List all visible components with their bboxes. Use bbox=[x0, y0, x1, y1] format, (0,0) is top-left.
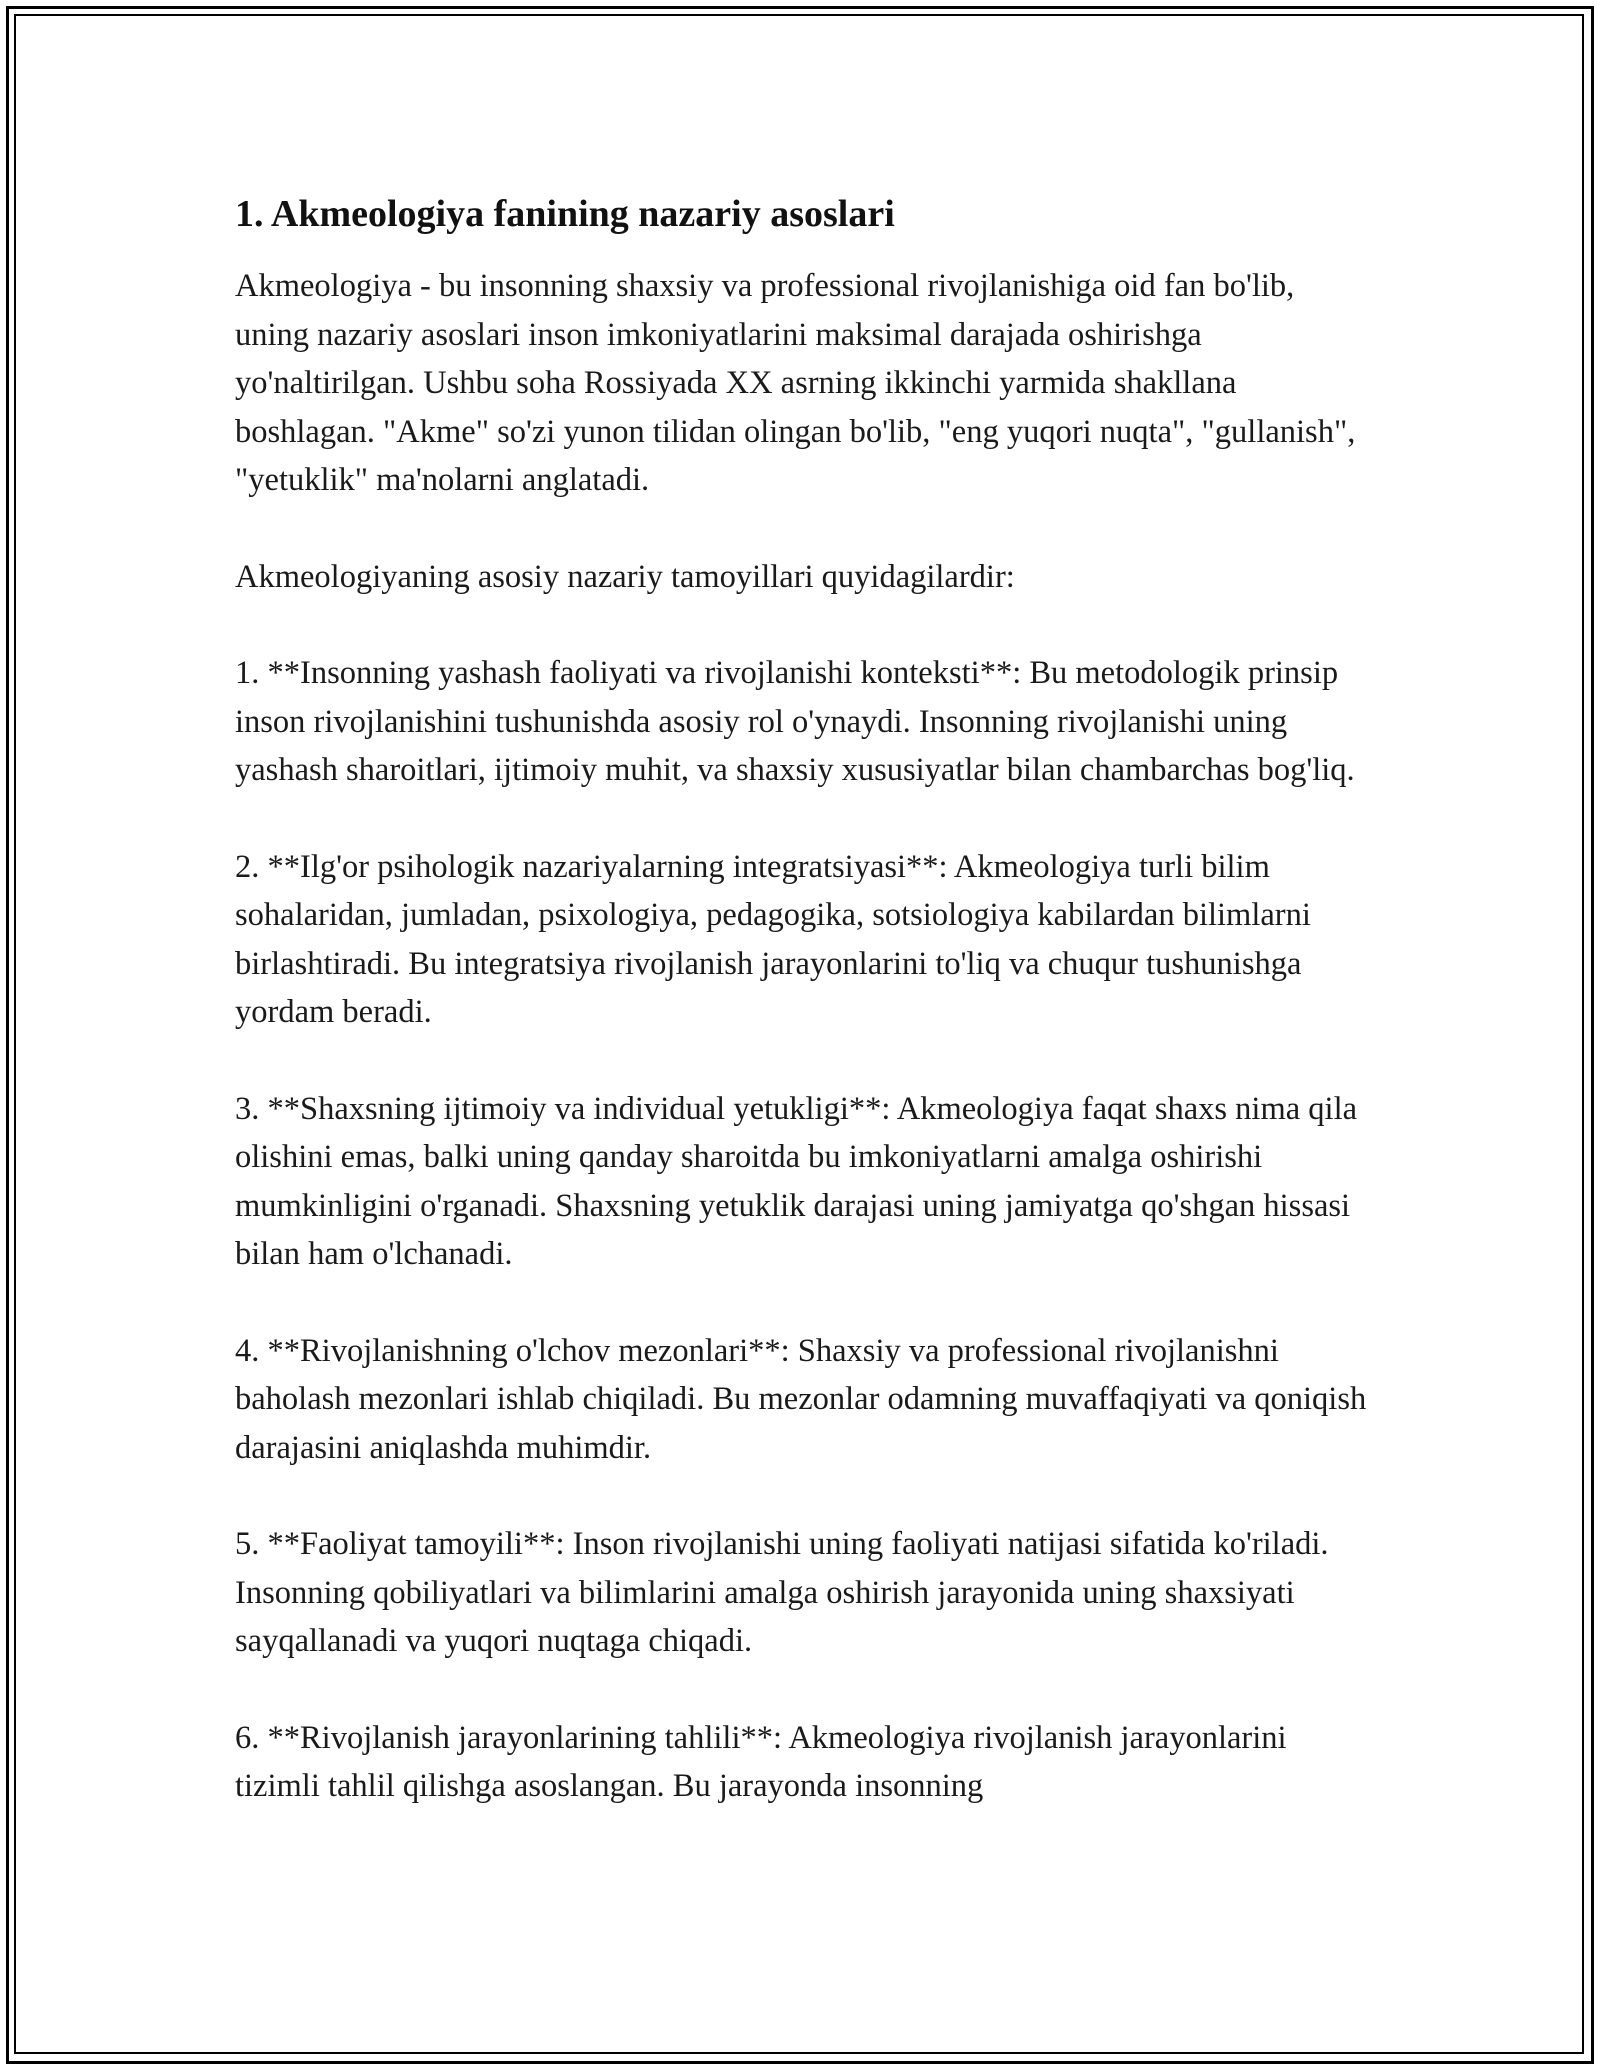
principle-3-paragraph: 3. **Shaxsning ijtimoiy va individual yetukligi**: Akmeologiya faqat shaxs nima qila olishini emas, balki uning qanday sharoitda bu imkoniyatlarni amalga oshirishi mumkinligini o'rganadi. Shaxsning yetuklik darajasi uning jamiyatga qo'shgan hissasi bilan ham o'lchanadi. bbox=[235, 1090, 1358, 1272]
principle-4-paragraph: 4. **Rivojlanishning o'lchov mezonlari**: Shaxsiy va professional rivojlanishni baholash mezonlari ishlab chiqiladi. Bu mezonlar odamning muvaffaqiyati va qoniqish darajasini aniqlashda muhimdir. bbox=[235, 1332, 1367, 1466]
principle-2-paragraph: 2. **Ilg'or psihologik nazariyalarning integratsiyasi**: Akmeologiya turli bilim sohalaridan, jumladan, psixologiya, pedagogika, sotsiologiya kabilardan bilimlarni birlashtiradi. Bu integratsiya rivojlanish jarayonlarini to'liq va chuqur tushunishga yordam beradi. bbox=[235, 848, 1311, 1030]
document-page bbox=[235, 188, 1375, 1859]
document-title: 1. Akmeologiya fanining nazariy asoslari bbox=[235, 193, 895, 235]
principle-6-paragraph: 6. **Rivojlanish jarayonlarining tahlili**: Akmeologiya rivojlanish jarayonlarini tizimli tahlil qilishga asoslangan. Bu jarayonda insonning bbox=[235, 1719, 1287, 1804]
principle-1-paragraph: 1. **Insonning yashash faoliyati va rivojlanishi konteksti**: Bu metodologik prinsip inson rivojlanishini tushunishda asosiy rol o'ynaydi. Insonning rivojlanishi uning yashash sharoitlari, ijtimoiy muhit, va shaxsiy xususiyatlar bilan chambarchas bog'liq. bbox=[235, 655, 1355, 788]
principle-5-paragraph: 5. **Faoliyat tamoyili**: Inson rivojlanishi uning faoliyati natijasi sifatida ko'riladi. Insonning qobiliyatlari va bilimlarini amalga oshirish jarayonida uning shaxsiyati sayqallanadi va yuqori nuqtaga chiqadi. bbox=[235, 1526, 1329, 1659]
intro-paragraph: Akmeologiya - bu insonning shaxsiy va professional rivojlanishiga oid fan bo'lib, uning nazariy asoslari inson imkoniyatlarini maksimal darajada oshirishga yo'naltirilgan. Ushbu soha Rossiyada XX asrning ikkinchi yarmida shakllana boshlagan. "Akme" so'zi yunon tilidan olingan bo'lib, "eng yuqori nuqta", "gullanish", "yetuklik" ma'nolarni anglatadi. bbox=[235, 268, 1356, 498]
principles-intro-paragraph: Akmeologiyaning asosiy nazariy tamoyillari quyidagilardir: bbox=[235, 558, 1015, 595]
